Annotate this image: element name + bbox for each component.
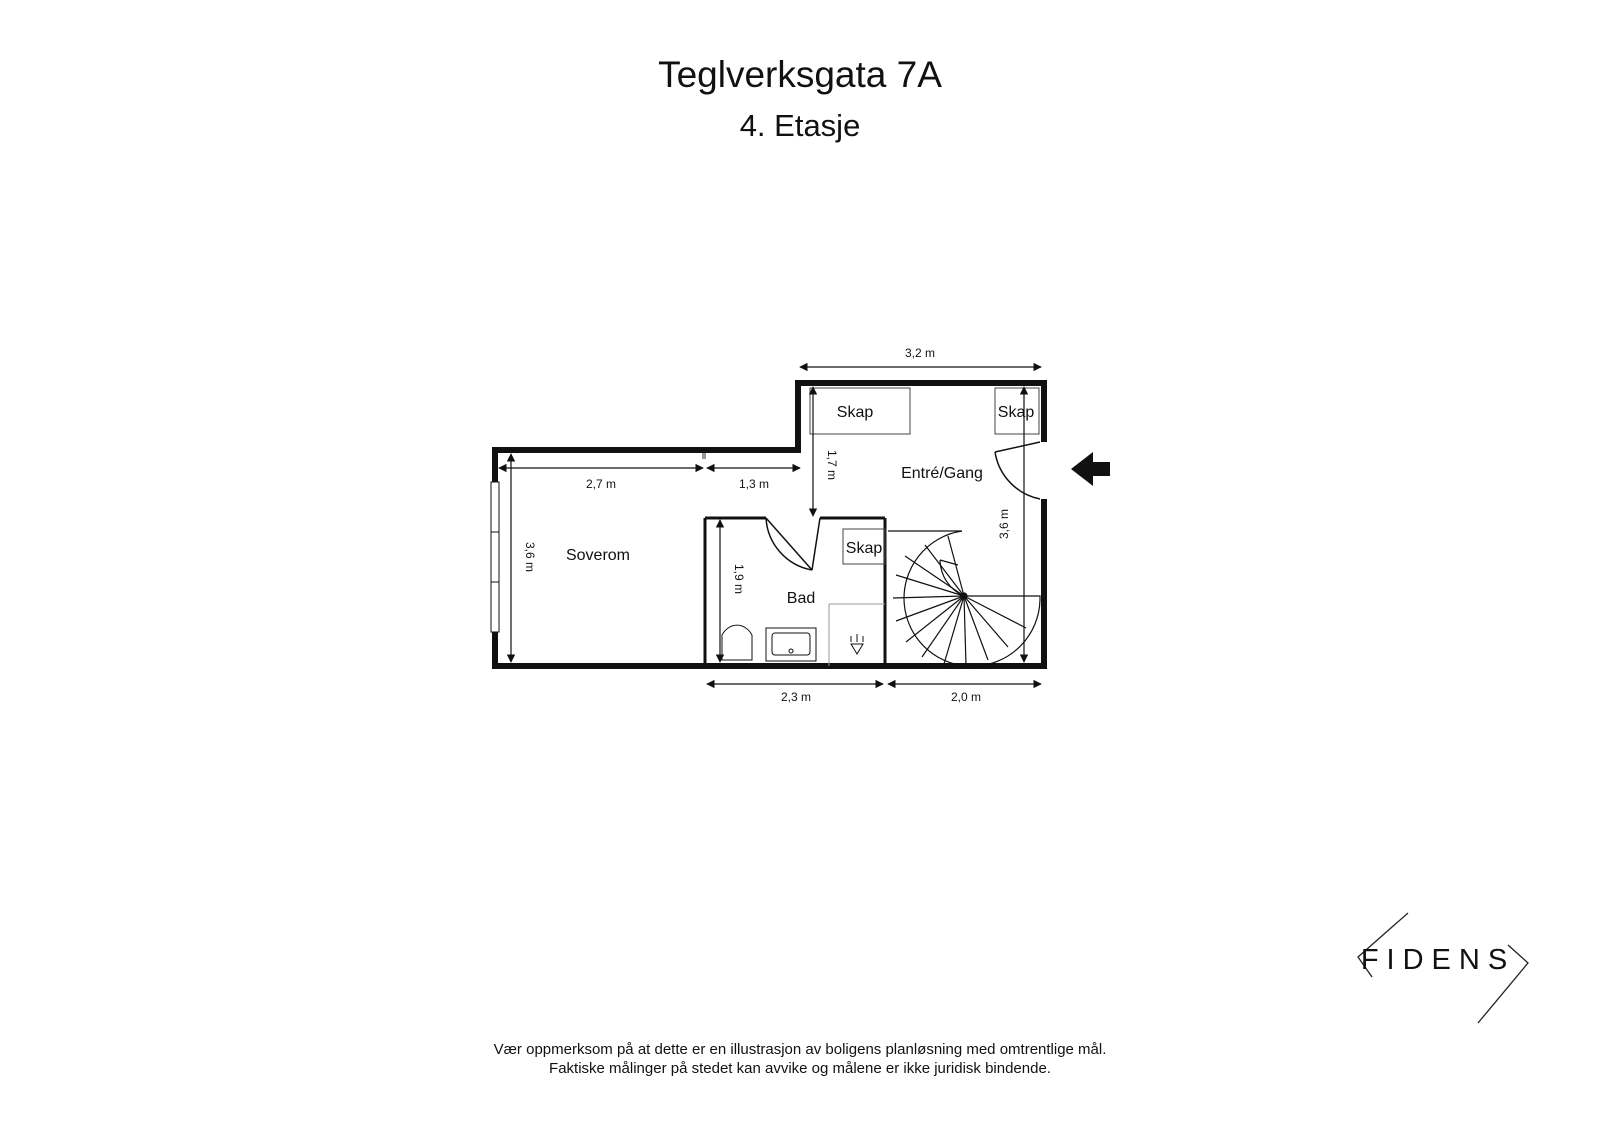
room-label-bad: Bad	[786, 590, 816, 607]
dim-label-bad-depth: 1,9 m	[732, 563, 746, 595]
closet-label: Skap	[997, 404, 1035, 421]
spiral-stair	[888, 531, 1040, 666]
room-label-soverom: Soverom	[565, 547, 631, 564]
fidens-logo	[1340, 905, 1550, 1030]
dim-label-top: 3,2 m	[904, 346, 936, 360]
exterior-walls	[495, 383, 1044, 666]
disclaimer	[0, 1040, 1600, 1078]
closet-label: Skap	[845, 540, 883, 557]
shower-drain	[851, 644, 863, 654]
dimension-lines	[499, 367, 1041, 684]
sink-drain	[789, 649, 793, 653]
closet-label: Skap	[836, 404, 874, 421]
dim-label-right-depth: 3,6 m	[997, 508, 1011, 540]
soverom-window	[491, 482, 499, 632]
doors	[766, 442, 1040, 570]
page-title: Teglverksgata 7A	[658, 54, 942, 95]
sink-basin	[772, 633, 810, 655]
entrance-arrow-icon	[1071, 452, 1110, 486]
room-label-entre: Entré/Gang	[901, 465, 983, 482]
dim-label-stair-width: 2,0 m	[950, 690, 982, 704]
dim-label-soverom-depth: 3,6 m	[523, 541, 537, 573]
dim-label-bad-width: 2,3 m	[780, 690, 812, 704]
dim-label-soverom-width: 2,7 m	[585, 477, 617, 491]
floor-subtitle: 4. Etasje	[739, 108, 861, 143]
toilet	[722, 625, 752, 660]
brand-name: FIDENS	[1360, 944, 1516, 976]
dim-label-entre-depth: 1,7 m	[825, 449, 839, 481]
disclaimer-line-2: Faktiske målinger på stedet kan avvike og målene er ikke juridisk bindende.	[549, 1060, 1051, 1077]
dim-label-corridor-width: 1,3 m	[738, 477, 770, 491]
disclaimer-line-1: Vær oppmerksom på at dette er en illustrasjon av boligens planløsning med omtrentlige mål.	[493, 1041, 1107, 1058]
window-marker	[702, 453, 706, 459]
bathroom-fixtures	[722, 604, 885, 666]
